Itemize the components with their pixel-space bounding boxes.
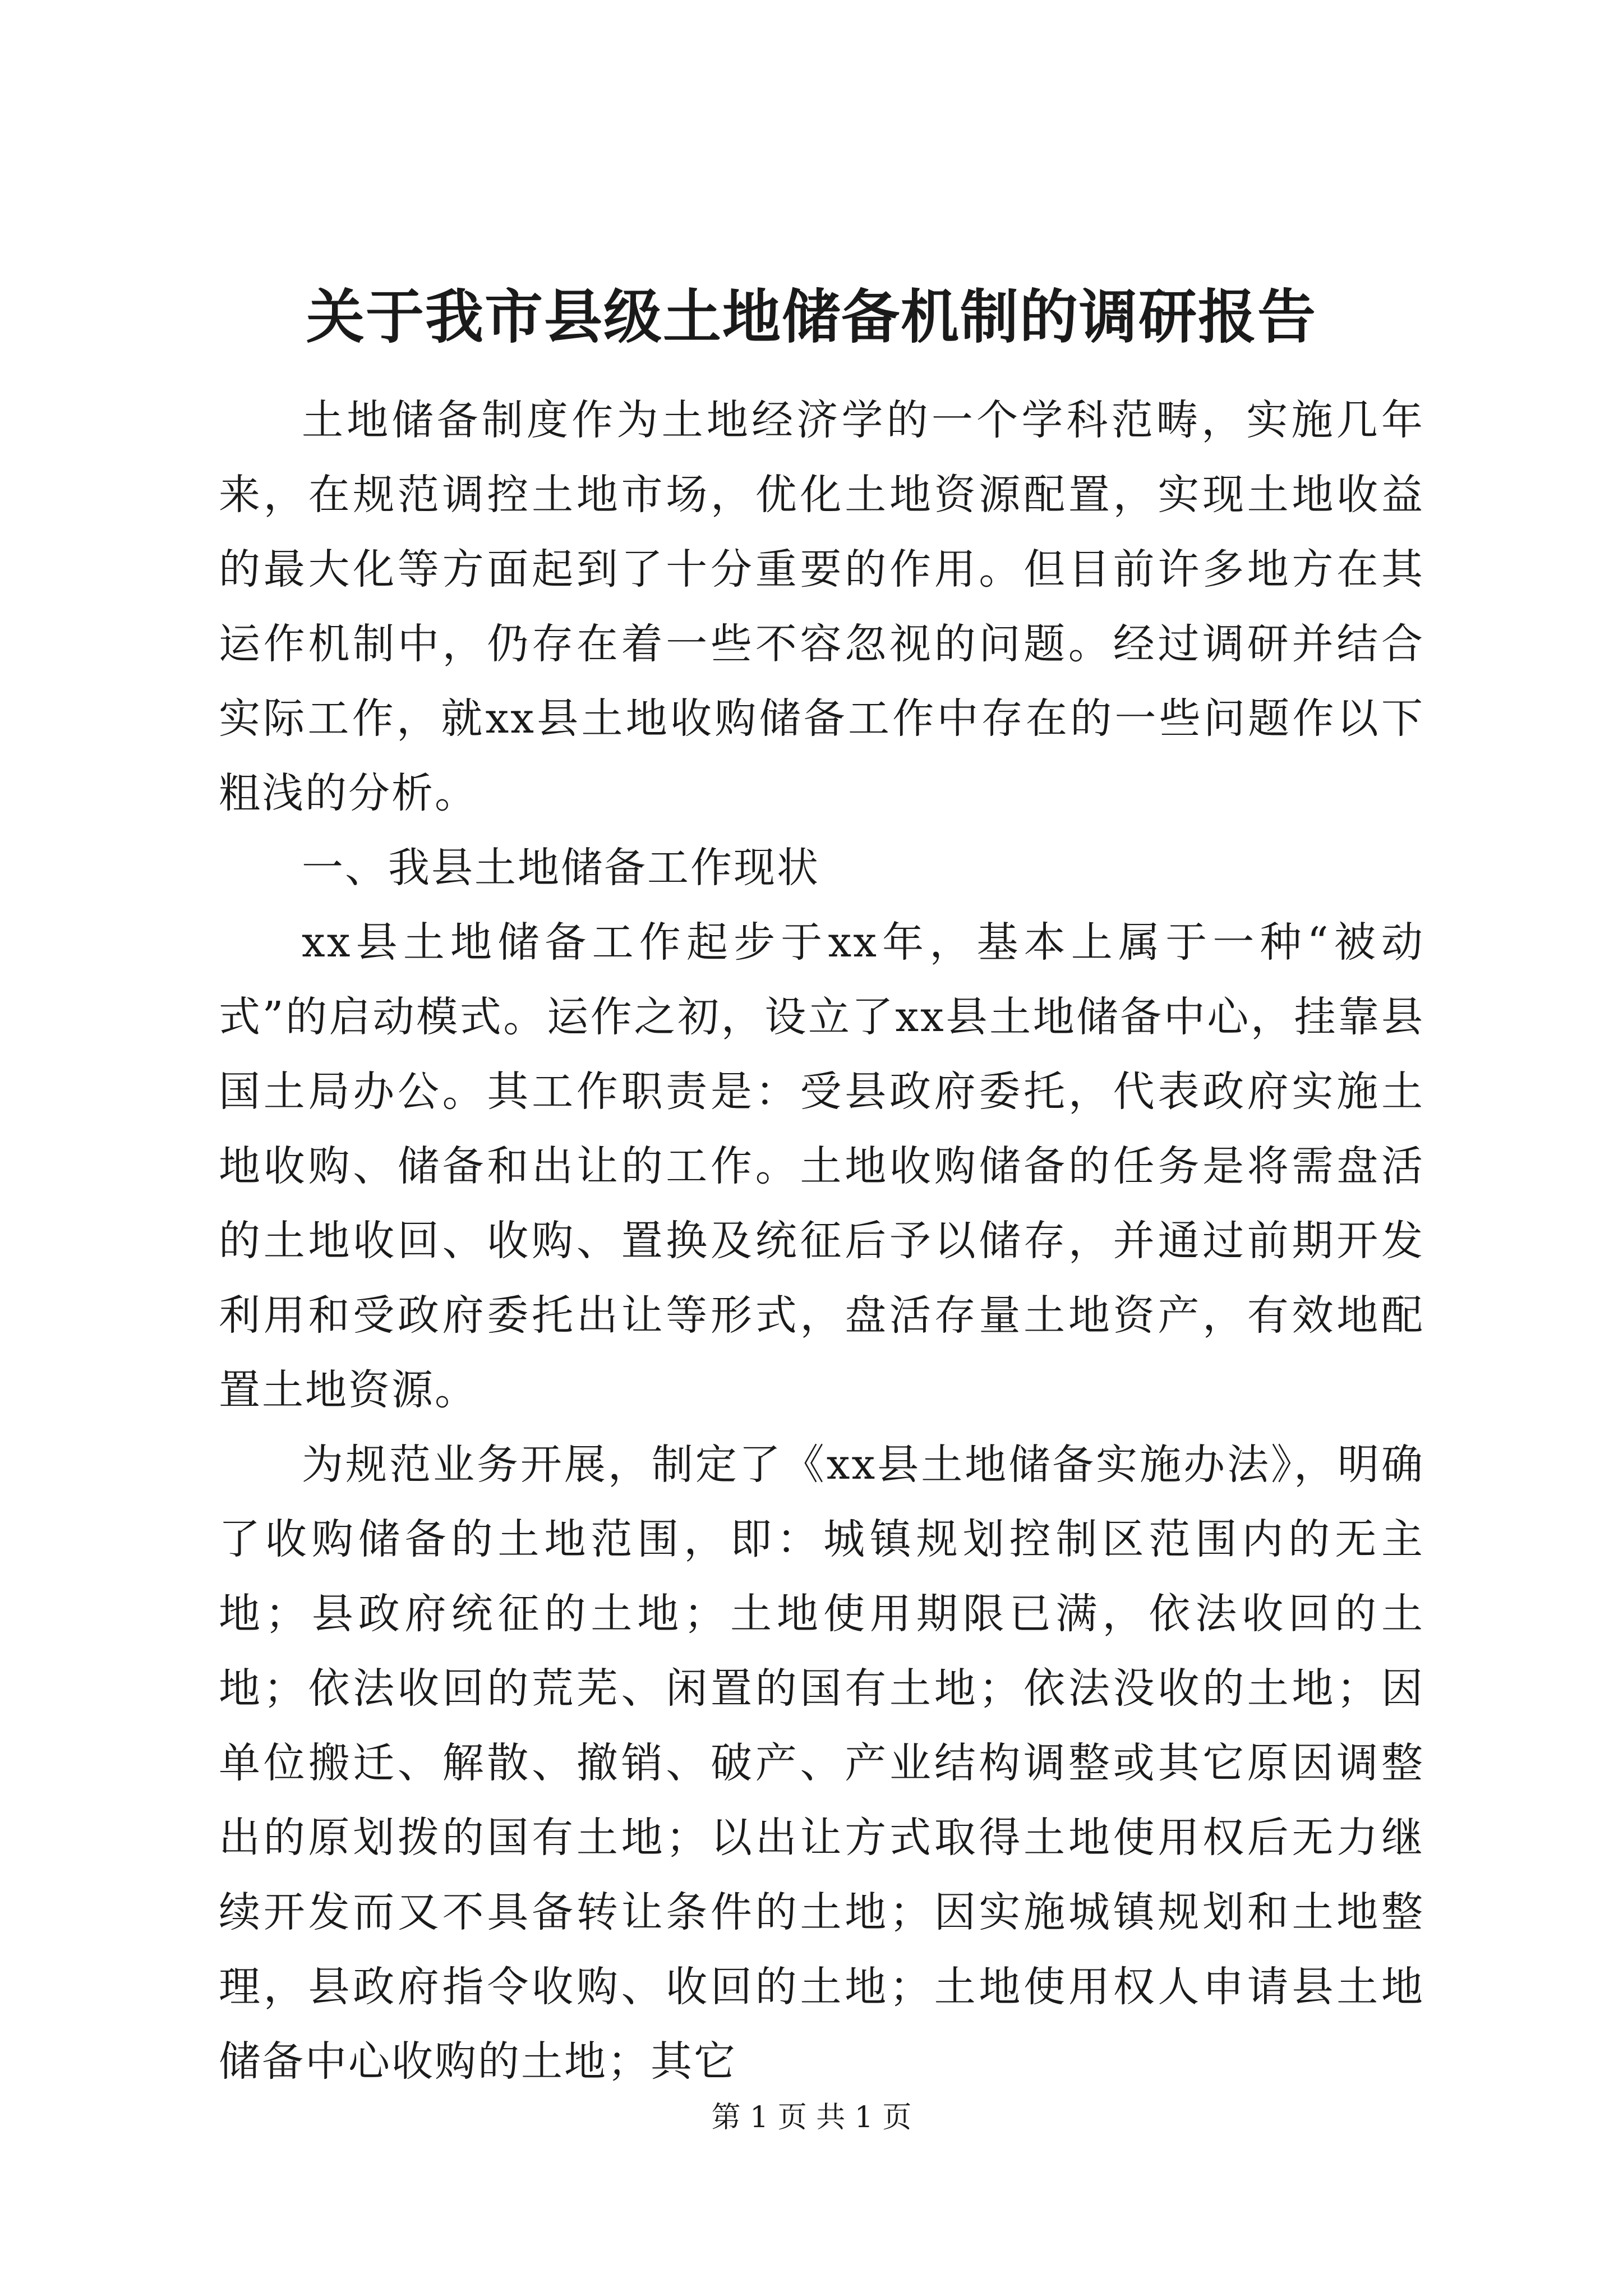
paragraph-intro: 土地储备制度作为土地经济学的一个学科范畴，实施几年来，在规范调控土地市场，优化土地资源配置，实现土地收益的最大化等方面起到了十分重要的作用。但目前许多地方在其运作机制中，仍存在着一些不容忽视的问题。经过调研并结合实际工作，就xx县土地收购储备工作中存在的一些问题作以下粗浅的分析。 (219, 396, 1424, 817)
page-title: 关于我市县级土地储备机制的调研报告 (306, 283, 1317, 351)
paragraph-scope: 为规范业务开展，制定了《xx县土地储备实施办法》，明确了收购储备的土地范围，即：城镇规划控制区范围内的无主地；县政府统征的土地；土地使用期限已满，依法收回的土地；依法收回的荒芜、闲置的国有土地；依法没收的土地；因单位搬迁、解散、撤销、破产、产业结构调整或其它原因调整出的原划拨的国有土地；以出让方式取得土地使用权后无力继续开发而又不具备转让条件的土地；因实施城镇规划和土地整理，县政府指令收购、收回的土地；土地使用权人申请县土地储备中心收购的土地；其它 (219, 1441, 1424, 2086)
page-number: 第 1 页 共 1 页 (711, 2101, 912, 2134)
paragraph-status: xx县土地储备工作起步于xx年，基本上属于一种“被动式”的启动模式。运作之初，设立了xx县土地储备中心，挂靠县国土局办公。其工作职责是：受县政府委托，代表政府实施土地收购、储备和出让的工作。土地收购储备的任务是将需盘活的土地收回、收购、置换及统征后予以储存，并通过前期开发利用和受政府委托出让等形式，盘活存量土地资产，有效地配置土地资源。 (219, 918, 1424, 1414)
section-heading-1: 一、我县土地储备工作现状 (302, 844, 820, 892)
document-body (219, 383, 1424, 2099)
